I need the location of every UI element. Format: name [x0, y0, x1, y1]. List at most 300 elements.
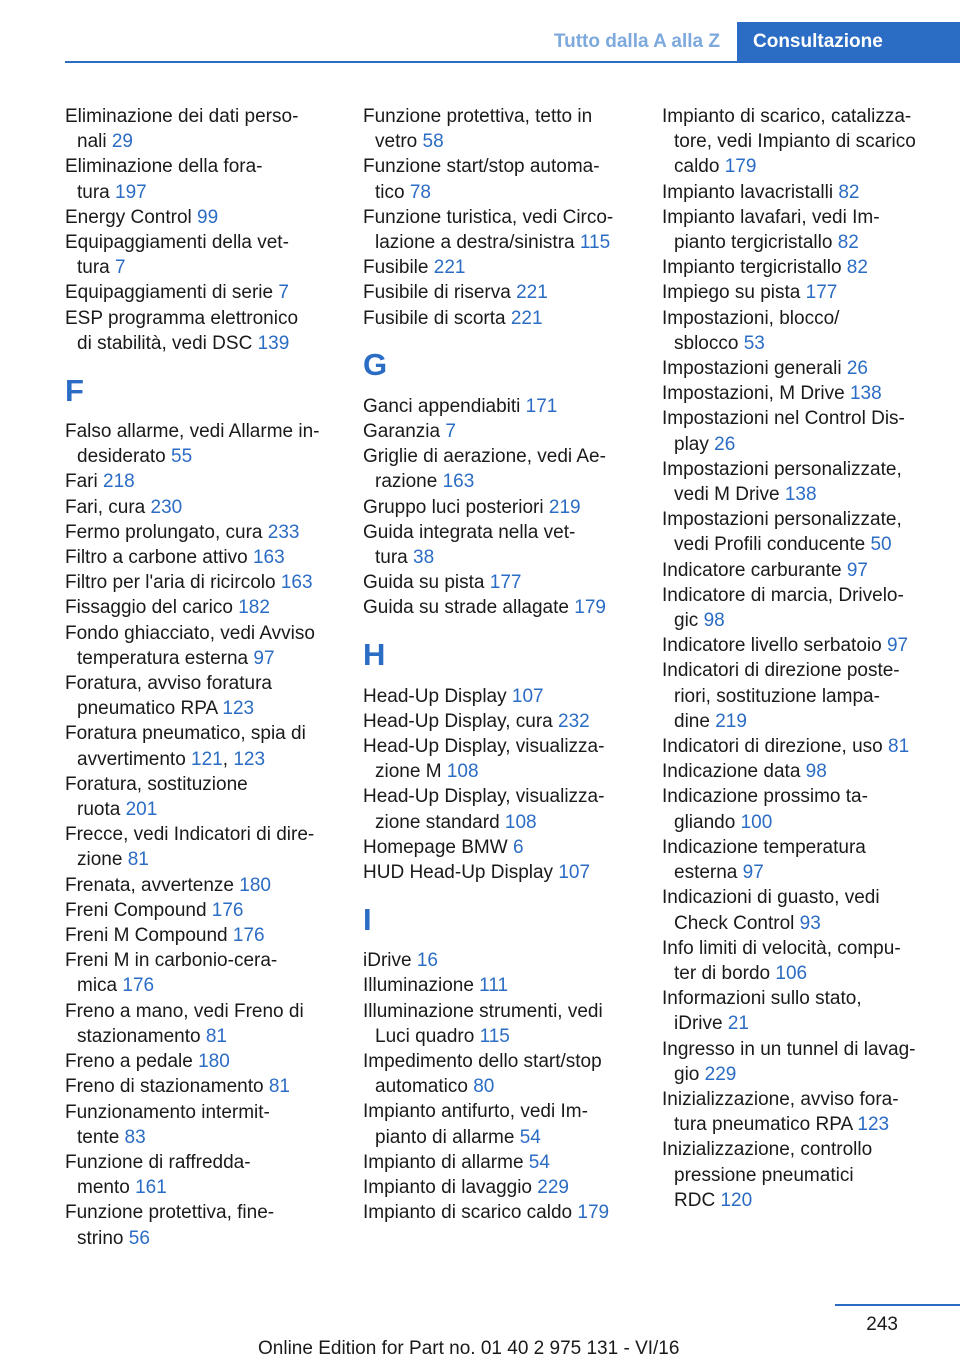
page-ref-link[interactable]: 163: [280, 572, 313, 594]
index-term: Ingresso in un tunnel di lavag-: [662, 1038, 916, 1060]
page-ref-link[interactable]: 82: [846, 257, 868, 279]
index-term: Guida su strade allagate: [363, 597, 575, 619]
page-ref-link[interactable]: 233: [267, 521, 300, 543]
page-ref-link[interactable]: 56: [128, 1227, 150, 1249]
index-term: Funzione protettiva, fine-: [65, 1202, 275, 1224]
index-term-continued: zione standard: [375, 811, 505, 833]
index-entry: [662, 986, 942, 1036]
index-term: Indicatori di direzione poste-: [662, 660, 900, 682]
index-term: Head-Up Display, cura: [363, 710, 559, 732]
page-ref-link[interactable]: 50: [870, 534, 892, 556]
index-term: HUD Head-Up Display: [363, 862, 559, 884]
index-entry: [662, 406, 942, 456]
index-term: Equipaggiamenti della vet-: [65, 232, 289, 254]
index-term-continued: vedi Profili conducente: [674, 534, 871, 556]
index-term: Guida su pista: [363, 572, 490, 594]
page-ref-link[interactable]: 163: [252, 547, 285, 569]
index-term-continued: automatico: [375, 1076, 474, 1098]
page-ref-link[interactable]: 98: [805, 761, 827, 783]
index-entry: [65, 419, 340, 469]
page-ref-link[interactable]: 54: [519, 1126, 541, 1148]
index-term: Info limiti di velocità, compu-: [662, 937, 901, 959]
index-entry: [65, 671, 340, 721]
index-term: Fondo ghiacciato, vedi Avviso: [65, 622, 315, 644]
footer-rule: [835, 1304, 960, 1306]
page-ref-link[interactable]: 197: [115, 181, 147, 203]
index-term: Freni M in carbonio-cera-: [65, 950, 278, 972]
page-ref-link[interactable]: 179: [577, 1202, 610, 1224]
page-ref-link[interactable]: 100: [740, 811, 773, 833]
page-ref-link[interactable]: 177: [805, 282, 838, 304]
index-term: Indicatore di marcia, Drivelo-: [662, 584, 904, 606]
index-term: Foratura, sostituzione: [65, 773, 248, 795]
page-ref-link[interactable]: 176: [232, 925, 265, 947]
page-ref-link[interactable]: 177: [489, 572, 522, 594]
index-entry: [363, 1099, 638, 1149]
index-term-continued: di stabilità, vedi DSC: [77, 332, 258, 354]
index-entry: [662, 558, 942, 583]
index-entry: [662, 784, 942, 834]
index-entry: [363, 520, 638, 570]
index-term-continued: RDC: [674, 1189, 721, 1211]
page-ref-link[interactable]: 6: [512, 836, 524, 858]
page-ref-link[interactable]: 54: [528, 1151, 550, 1173]
index-term: Fari: [65, 471, 103, 493]
index-term: Fusibile di riserva: [363, 282, 517, 304]
page-ref-link[interactable]: 123: [857, 1114, 890, 1136]
page-ref-link[interactable]: 176: [211, 899, 244, 921]
index-entry: [363, 684, 638, 709]
index-entry: [65, 1150, 340, 1200]
index-entry: [65, 469, 340, 494]
index-term: Griglie di aerazione, vedi Ae-: [363, 446, 606, 468]
index-term-continued: pressione pneumatici: [674, 1164, 854, 1186]
index-term-continued: temperatura esterna: [77, 647, 254, 669]
page-ref-link[interactable]: 81: [268, 1076, 290, 1098]
page-ref-link[interactable]: 98: [703, 610, 725, 632]
page-ref-link[interactable]: 97: [742, 862, 764, 884]
index-entry: [363, 973, 638, 998]
index-term-continued: pianto tergicristallo: [674, 232, 838, 254]
index-term: Impostazioni, blocco/: [662, 307, 840, 329]
page-ref-link[interactable]: 93: [799, 912, 821, 934]
page-ref-link[interactable]: 82: [838, 181, 860, 203]
page-ref-link[interactable]: 111: [479, 975, 509, 997]
page-ref-link[interactable]: 138: [849, 383, 882, 405]
page-ref-link[interactable]: 108: [504, 811, 537, 833]
index-term-continued: riori, sostituzione lampa-: [674, 685, 880, 707]
page-ref-link[interactable]: 107: [511, 685, 544, 707]
index-entry: [363, 734, 638, 784]
index-term: Funzione start/stop automa-: [363, 156, 600, 178]
page-ref-separator: ,: [222, 748, 234, 770]
index-term-continued: gliando: [674, 811, 741, 833]
index-term: Impianto lavafari, vedi Im-: [662, 206, 880, 228]
index-term: Funzione turistica, vedi Circo-: [363, 206, 614, 228]
index-entry: [662, 255, 942, 280]
index-term: Eliminazione dei dati perso-: [65, 106, 299, 127]
index-term: Indicazione prossimo ta-: [662, 786, 868, 808]
index-term: Impianto di lavaggio: [363, 1177, 538, 1199]
index-term: Impostazioni nel Control Dis-: [662, 408, 905, 430]
index-term: Impostazioni personalizzate,: [662, 509, 902, 531]
index-column-3: [662, 104, 942, 1213]
index-term: Falso allarme, vedi Allarme in-: [65, 421, 320, 443]
index-entry: [65, 999, 340, 1049]
index-entry: [363, 495, 638, 520]
index-term: Frecce, vedi Indicatori di dire-: [65, 824, 315, 846]
page-ref-link[interactable]: 83: [124, 1126, 146, 1148]
index-term: Indicazioni di guasto, vedi: [662, 887, 880, 909]
index-column-2: [363, 104, 638, 1225]
page-ref-link[interactable]: 81: [127, 849, 149, 871]
page-ref-link[interactable]: 29: [111, 131, 133, 153]
index-entry: [65, 520, 340, 545]
index-term: Impedimento dello start/stop: [363, 1051, 602, 1073]
page-ref-link[interactable]: 97: [846, 559, 868, 581]
page-ref-link[interactable]: 139: [257, 332, 290, 354]
page-ref-link[interactable]: 120: [720, 1189, 753, 1211]
index-entry: [65, 154, 340, 204]
index-entry: [363, 709, 638, 734]
index-term-continued: gic: [674, 610, 704, 632]
index-term: Equipaggiamenti di serie: [65, 282, 279, 304]
index-entry: [65, 948, 340, 998]
index-term: Indicatori di direzione, uso: [662, 736, 889, 758]
page-ref-link[interactable]: 115: [479, 1025, 510, 1047]
index-entry: [65, 822, 340, 872]
index-term: Impostazioni personalizzate,: [662, 458, 902, 480]
index-entry: [662, 658, 942, 734]
page-ref-link[interactable]: 55: [171, 446, 193, 468]
index-entry: [662, 1137, 942, 1213]
index-letter-heading: G: [363, 347, 388, 383]
index-entry: [662, 306, 942, 356]
page-ref-link[interactable]: 229: [537, 1177, 569, 1199]
page-ref-link[interactable]: 219: [715, 710, 747, 732]
index-entry: [65, 873, 340, 898]
index-entry: [662, 734, 942, 759]
index-entry: [363, 1150, 638, 1175]
page-ref-link[interactable]: 182: [238, 597, 270, 619]
index-entry: [65, 621, 340, 671]
index-term: Fusibile: [363, 257, 434, 279]
index-term: Freno di stazionamento: [65, 1076, 269, 1098]
index-term: Illuminazione strumenti, vedi: [363, 1000, 603, 1022]
index-term: Impianto lavacristalli: [662, 181, 839, 203]
index-term: Impostazioni, M Drive: [662, 383, 850, 405]
page-ref-link[interactable]: 229: [704, 1063, 737, 1085]
index-term: Informazioni sullo stato,: [662, 988, 862, 1010]
index-term: Impianto antifurto, vedi Im-: [363, 1101, 588, 1123]
index-term-continued: desiderato: [77, 446, 172, 468]
index-term: Freno a mano, vedi Freno di: [65, 1000, 304, 1022]
index-term: Freni Compound: [65, 899, 212, 921]
index-entry: [662, 633, 942, 658]
index-entry: [363, 154, 638, 204]
header-rule: [65, 61, 960, 63]
page-ref-link[interactable]: 7: [115, 257, 126, 279]
index-term-continued: Luci quadro: [375, 1025, 480, 1047]
index-term-continued: iDrive: [674, 1013, 728, 1035]
page-ref-link[interactable]: 106: [775, 962, 808, 984]
page-ref-link[interactable]: 201: [125, 799, 158, 821]
index-entry: [363, 835, 638, 860]
index-entry: [65, 721, 340, 771]
index-term: Indicatore carburante: [662, 559, 847, 581]
index-term-continued: vedi M Drive: [674, 484, 785, 506]
index-term: Ganci appendiabiti: [363, 395, 526, 417]
index-term: Filtro per l'aria di ricircolo: [65, 572, 281, 594]
index-entry: [363, 394, 638, 419]
index-term-continued: zione: [77, 849, 128, 871]
page-ref-link[interactable]: 99: [197, 206, 219, 228]
page-ref-link[interactable]: 26: [714, 433, 736, 455]
index-entry: [363, 104, 638, 154]
index-entry: [65, 545, 340, 570]
index-term-continued: Check Control: [674, 912, 800, 934]
index-entry: [662, 759, 942, 784]
page-ref-link[interactable]: 97: [886, 635, 909, 657]
index-entry: [65, 306, 340, 356]
page-ref-link[interactable]: 81: [205, 1025, 227, 1047]
index-entry: [363, 595, 638, 620]
index-entry: [662, 280, 942, 305]
index-term-continued: tore, vedi Impianto di scarico: [674, 131, 916, 153]
index-term-continued: mento: [77, 1177, 136, 1199]
index-entry: [363, 444, 638, 494]
page-ref-link[interactable]: 161: [135, 1177, 167, 1199]
index-term: iDrive: [363, 950, 417, 972]
page-ref-link[interactable]: 107: [558, 862, 591, 884]
index-term-continued: tura: [375, 547, 414, 569]
page-ref-link[interactable]: 176: [122, 975, 155, 997]
index-entry: [363, 1049, 638, 1099]
index-entry: [65, 205, 340, 230]
page-ref-link[interactable]: 221: [510, 307, 543, 329]
index-term-continued: ter di bordo: [674, 962, 776, 984]
index-letter-heading: F: [65, 372, 84, 408]
index-term: Head-Up Display, visualizza-: [363, 786, 605, 808]
index-entry: [65, 595, 340, 620]
index-term: Indicazione data: [662, 761, 806, 783]
index-term-continued: strino: [77, 1227, 129, 1249]
page-ref-link[interactable]: 179: [724, 156, 757, 178]
page-ref-link[interactable]: 82: [837, 232, 859, 254]
index-entry: [662, 1037, 942, 1087]
index-entry: [662, 507, 942, 557]
index-term-continued: tura pneumatico RPA: [674, 1114, 858, 1136]
index-term-continued: razione: [375, 471, 443, 493]
index-term: Fermo prolungato, cura: [65, 521, 268, 543]
page-ref-link[interactable]: 180: [239, 874, 271, 896]
page-ref-link[interactable]: 221: [433, 257, 466, 279]
page-ref-link[interactable]: 179: [574, 597, 606, 619]
index-term-continued: esterna: [674, 862, 743, 884]
breadcrumb[interactable]: Tutto dalla A alla Z: [553, 31, 720, 52]
page-ref-link[interactable]: 81: [888, 736, 910, 758]
index-entry: [662, 936, 942, 986]
index-entry: [65, 898, 340, 923]
page-ref-link[interactable]: 78: [409, 181, 431, 203]
index-entry: [363, 860, 638, 885]
index-entry: [65, 570, 340, 595]
page-ref-link[interactable]: 121: [191, 748, 223, 770]
index-term-continued: pneumatico RPA: [77, 698, 223, 720]
index-entry: [363, 1175, 638, 1200]
index-entry: [65, 1100, 340, 1150]
page-ref-link[interactable]: 171: [525, 395, 558, 417]
page-ref-link[interactable]: 123: [222, 698, 255, 720]
page-ref-link[interactable]: 138: [784, 484, 817, 506]
index-entry: [363, 570, 638, 595]
index-term-continued: sblocco: [674, 332, 744, 354]
page-ref-link[interactable]: 16: [416, 950, 438, 972]
index-entry: [363, 255, 638, 280]
index-term: Freno a pedale: [65, 1051, 199, 1073]
index-entry: [65, 1049, 340, 1074]
index-term-continued: tura: [77, 257, 116, 279]
index-entry: [363, 999, 638, 1049]
index-column-1: [65, 104, 340, 1251]
index-term-continued: vetro: [375, 131, 423, 153]
page-ref-link[interactable]: 219: [548, 496, 581, 518]
index-term: Garanzia: [363, 421, 446, 443]
page-ref-link[interactable]: 21: [727, 1013, 749, 1035]
index-term: Inizializzazione, controllo: [662, 1139, 873, 1161]
index-term-continued: tico: [375, 181, 410, 203]
index-entry: [662, 356, 942, 381]
index-term: Fissaggio del carico: [65, 597, 239, 619]
index-term: Energy Control: [65, 206, 198, 228]
page-ref-link[interactable]: 53: [743, 332, 765, 354]
index-letter-heading: I: [363, 901, 372, 937]
page-ref-link[interactable]: 230: [150, 496, 183, 518]
page-number: 243: [866, 1314, 898, 1335]
index-entry: [363, 306, 638, 331]
index-entry: [65, 772, 340, 822]
index-term: Illuminazione: [363, 975, 480, 997]
index-term: Gruppo luci posteriori: [363, 496, 549, 518]
index-term: Fusibile di scorta: [363, 307, 511, 329]
index-term-continued: avvertimento: [77, 748, 192, 770]
index-term: Impianto di scarico, catalizza-: [662, 106, 912, 127]
index-term: Inizializzazione, avviso fora-: [662, 1088, 899, 1110]
index-entry: [363, 948, 638, 973]
page-header: [0, 0, 960, 62]
index-entry: [65, 1074, 340, 1099]
page-ref-link[interactable]: 218: [103, 471, 135, 493]
index-letter-heading: H: [363, 637, 386, 673]
page-ref-link[interactable]: 7: [278, 282, 289, 304]
index-term-continued: ruota: [77, 799, 126, 821]
index-entry: [662, 180, 942, 205]
page-ref-link[interactable]: 38: [413, 547, 435, 569]
index-term: Funzione di raffredda-: [65, 1151, 251, 1173]
index-entry: [662, 104, 942, 180]
index-term-continued: nali: [77, 131, 112, 153]
index-term: Impiego su pista: [662, 282, 806, 304]
index-entry: [65, 280, 340, 305]
index-term: Freni M Compound: [65, 925, 233, 947]
index-term: Filtro a carbone attivo: [65, 547, 253, 569]
index-term: Foratura, avviso foratura: [65, 673, 272, 695]
page-ref-link[interactable]: 180: [198, 1051, 230, 1073]
index-term-continued: tente: [77, 1126, 125, 1148]
index-term-continued: tura: [77, 181, 116, 203]
index-term: Impostazioni generali: [662, 358, 847, 380]
index-term-continued: caldo: [674, 156, 725, 178]
index-term: Impianto di scarico caldo: [363, 1202, 578, 1224]
section-tab[interactable]: Consultazione: [737, 22, 960, 62]
page-ref-link[interactable]: 232: [558, 710, 590, 732]
index-term-continued: mica: [77, 975, 123, 997]
index-entry: [662, 583, 942, 633]
page-ref-link[interactable]: 80: [473, 1076, 495, 1098]
index-term: Fari, cura: [65, 496, 151, 518]
index-entry: [662, 885, 942, 935]
index-term: Impianto di allarme: [363, 1151, 529, 1173]
page-ref-link[interactable]: 221: [516, 282, 548, 304]
index-term: Head-Up Display, visualizza-: [363, 736, 605, 758]
page-ref-link[interactable]: 123: [233, 748, 266, 770]
index-term: Guida integrata nella vet-: [363, 521, 576, 543]
index-entry: [363, 280, 638, 305]
index-term: Eliminazione della fora-: [65, 156, 263, 178]
index-entry: [662, 835, 942, 885]
index-entry: [65, 495, 340, 520]
index-entry: [65, 923, 340, 948]
index-term-continued: gio: [674, 1063, 705, 1085]
page-ref-link[interactable]: 26: [846, 358, 868, 380]
index-term-continued: play: [674, 433, 715, 455]
index-term-continued: dine: [674, 710, 716, 732]
index-entry: [363, 784, 638, 834]
index-entry: [662, 457, 942, 507]
index-entry: [65, 1200, 340, 1250]
index-term: ESP programma elettronico: [65, 307, 299, 329]
index-entry: [662, 1087, 942, 1137]
page-ref-link[interactable]: 7: [445, 421, 456, 443]
index-term: Impianto tergicristallo: [662, 257, 847, 279]
edition-info: Online Edition for Part no. 01 40 2 975 131 - VI/16: [258, 1338, 680, 1359]
index-entry: [65, 230, 340, 280]
index-term: Homepage BMW: [363, 836, 513, 858]
index-term: Head-Up Display: [363, 685, 512, 707]
index-term: Funzionamento intermit-: [65, 1101, 270, 1123]
index-term: Foratura pneumatico, spia di: [65, 723, 306, 745]
index-entry: [363, 205, 638, 255]
page-ref-link[interactable]: 58: [422, 131, 444, 153]
index-term: Frenata, avvertenze: [65, 874, 240, 896]
index-entry: [662, 205, 942, 255]
page-ref-link[interactable]: 97: [253, 647, 275, 669]
page-ref-link[interactable]: 163: [442, 471, 475, 493]
index-term-continued: stazionamento: [77, 1025, 206, 1047]
index-term: Indicatore livello serbatoio: [662, 635, 887, 657]
index-term: Funzione protettiva, tetto in: [363, 106, 593, 127]
index-entry: [363, 1200, 638, 1225]
index-term-continued: pianto di allarme: [375, 1126, 520, 1148]
index-term-continued: zione M: [375, 761, 447, 783]
page-ref-link[interactable]: 115: [579, 232, 611, 254]
index-term-continued: lazione a destra/sinistra: [375, 232, 580, 254]
index-entry: [65, 104, 340, 154]
index-term: Indicazione temperatura: [662, 836, 866, 858]
page-ref-link[interactable]: 108: [446, 761, 479, 783]
index-entry: [363, 419, 638, 444]
index-entry: [662, 381, 942, 406]
